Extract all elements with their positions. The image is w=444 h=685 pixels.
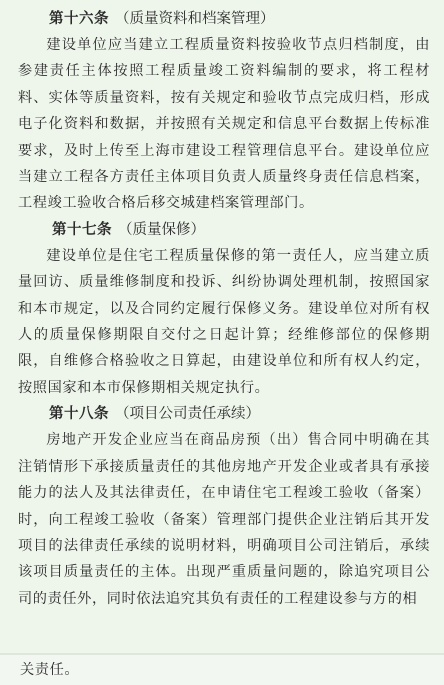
- article-16: [18, 6, 430, 217]
- article-title: （质量保修）: [118, 221, 205, 238]
- article-heading: [18, 217, 430, 243]
- article-heading: [18, 6, 430, 32]
- article-title: （质量资料和档案管理）: [115, 11, 275, 27]
- article-number: 第十六条: [49, 10, 109, 27]
- continuation-text: 关责任。: [20, 662, 80, 678]
- article-body: 建设单位是住宅工程质量保修的第一责任人，应当建立质量回访、质量维修制度和投诉、纠纷协调处理机制，按照国家和本市规定，以及合同约定履行保修义务。建设单位对所有权人的质量保修期限自交付之日起计算；经维修部位的保修期限，自维修合格验收之日算起，由建设单位和所有权人约定，按照国家和本市保修期相关规定执行。: [18, 247, 430, 396]
- article-heading: [18, 401, 430, 427]
- article-18: [18, 401, 430, 612]
- article-title: （项目公司责任承续）: [115, 406, 260, 423]
- article-body: 房地产开发企业应当在商品房预（出）售合同中明确在其注销情形下承接质量责任的其他房地产开发企业或者具有承接能力的法人及其法律责任，在申请住宅工程竣工验收（备案）时，向工程竣工验收（备案）管理部门提供企业注销后其开发项目的法律责任承续的说明材料，明确项目公司注销后，承续该项目质量责任的主体。出现严重质量问题的，除追究项目公司的责任外，同时依法追究其负有责任的工程建设参与方的相: [18, 432, 430, 607]
- article-number: 第十七条: [52, 220, 112, 238]
- article-body: 建设单位应当建立工程质量资料按验收节点归档制度，由参建责任主体按照工程质量竣工资料编制的要求，将工程材料、实体等质量资料，按有关规定和验收节点完成归档，形成电子化资料和数据，并按照有关规定和信息平台数据上传标准要求，及时上传至上海市建设工程管理信息平台。建设单位应当建立工程各方责任主体项目负责人质量终身责任信息档案，工程竣工验收合格后移交城建档案管理部门。: [18, 37, 430, 212]
- article-17: [18, 217, 430, 401]
- article-number: 第十八条: [49, 405, 109, 423]
